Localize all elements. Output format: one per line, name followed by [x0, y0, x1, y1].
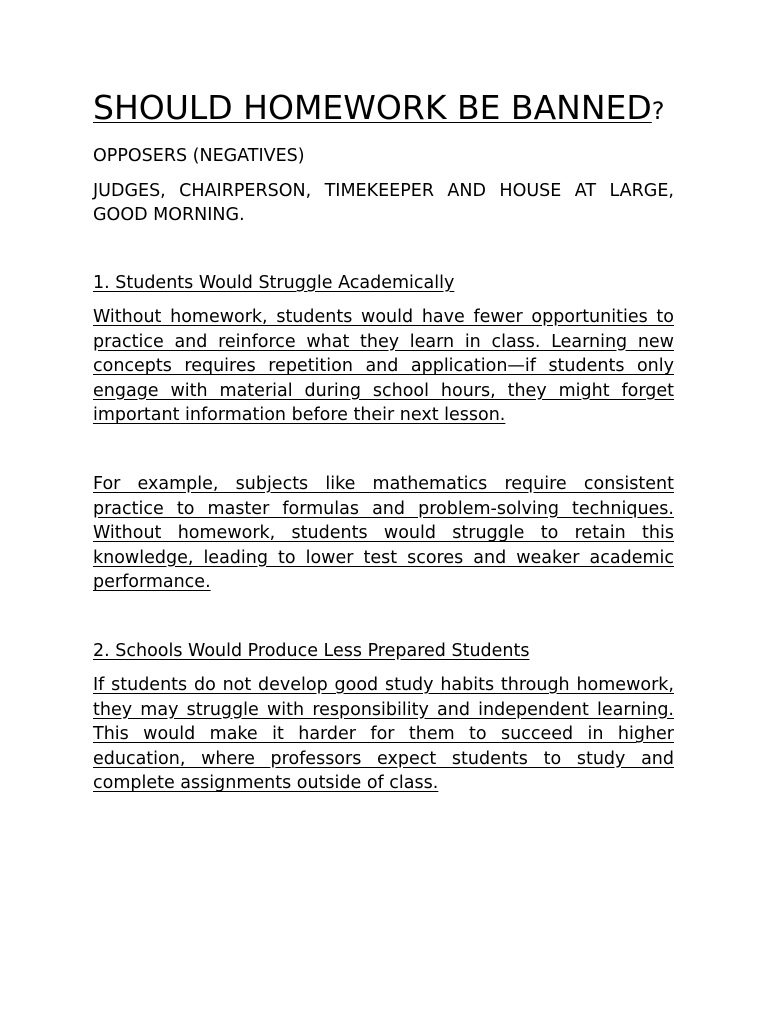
debate-side-label: OPPOSERS (NEGATIVES): [93, 146, 305, 166]
section-2-heading: 2. Schools Would Produce Less Prepared Students: [93, 640, 530, 661]
document-page: [93, 86, 674, 796]
section-1-paragraph-1: Without homework, students would have fewer opportunities to practice and reinforce what they learn in class. Learning new concepts requires repetition and application—if students only engage with material during school hours, they might forget important information before their next lesson.: [93, 307, 674, 426]
section-2-paragraph-1: If students do not develop good study habits through homework, they may struggle with responsibility and independent learning. This would make it harder for them to succeed in higher education, where professors expect students to study and complete assignments outside of class.: [93, 674, 674, 794]
opening-greeting: JUDGES, CHAIRPERSON, TIMEKEEPER AND HOUSE AT LARGE, GOOD MORNING.: [93, 181, 674, 225]
section-1-heading: 1. Students Would Struggle Academically: [93, 273, 455, 293]
page-title-question-mark: ?: [651, 97, 665, 125]
page-title: [93, 86, 674, 133]
page-title-text: SHOULD HOMEWORK BE BANNED: [93, 88, 652, 127]
section-1-paragraph-2: For example, subjects like mathematics require consistent practice to master formulas and problem-solving techniques. Without homework, students would struggle to retain this knowledge, leading to lower test scores and weaker academic performance.: [93, 473, 674, 593]
